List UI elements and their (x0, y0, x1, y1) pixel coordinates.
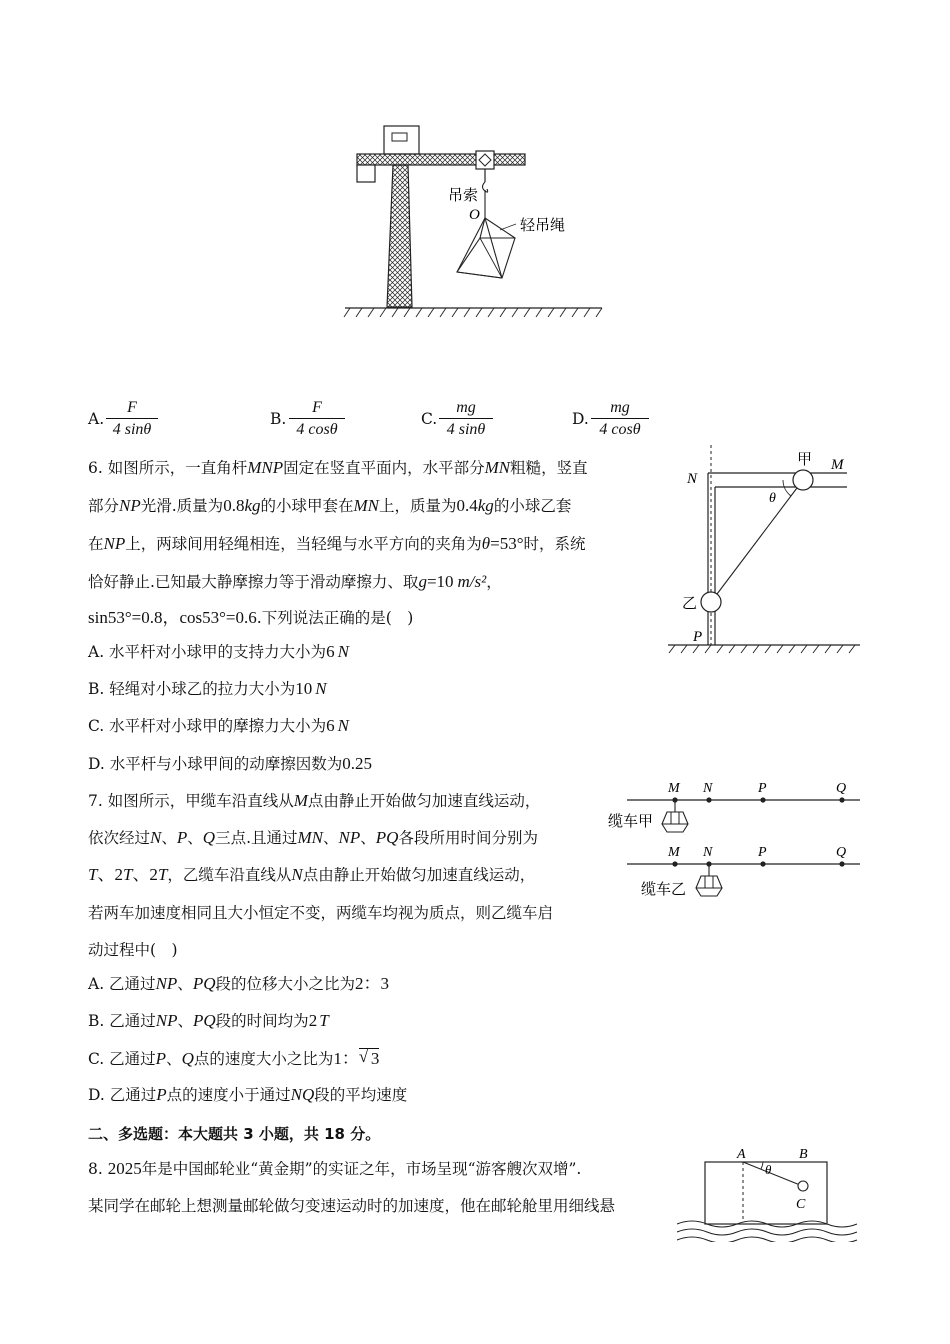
q7-opt-b-3: 、 (177, 1012, 193, 1030)
q7-l3-d: 、2 (132, 865, 158, 884)
q6-l2-e: kg (244, 496, 261, 515)
crane-label-light-rope: 轻吊绳 (520, 218, 566, 234)
q7-l2-k: 、 (360, 829, 376, 847)
q6-fig-yi: 乙 (682, 596, 698, 612)
q6-l1-c: 固定在竖直平面内，水平部分 (283, 459, 485, 477)
q8-fig-theta: θ (765, 1162, 772, 1177)
q6-l3-c: 上，两球间用轻绳相连，当轻绳与水平方向的夹角为 (125, 535, 482, 553)
q7-opt-d-4: NQ (290, 1085, 315, 1104)
q7-l3-c: T (122, 865, 133, 884)
crane-label-rope: 吊索 (448, 188, 479, 204)
q6-l1-b: MNP (247, 458, 284, 477)
q6-l3-e: =53° (490, 534, 524, 553)
q6-l1-e: 粗糙，竖直 (510, 459, 588, 477)
q7-opt-a-1: A. 乙通过 (88, 975, 156, 993)
q6-l2-b: NP (119, 496, 141, 515)
q6-option-a[interactable] (88, 642, 349, 662)
q5-option-c-label[interactable]: C. (421, 410, 438, 428)
q7-option-d[interactable] (88, 1085, 407, 1105)
q5-option-d-fraction[interactable] (591, 398, 649, 439)
q6-line-4 (88, 572, 502, 592)
q7-fig-car1: 缆车甲 (608, 814, 654, 830)
q6-line-3 (88, 534, 586, 554)
q7-opt-b-7: T (319, 1011, 329, 1030)
q6-l4-c: =10 (426, 572, 454, 591)
q5-option-a-num: F (127, 399, 137, 416)
q7-opt-a-6: 2：3 (355, 974, 389, 993)
q6-opt-a-text: A. 水平杆对小球甲的支持力大小为 (88, 643, 327, 661)
q8-fig-a: A (737, 1147, 746, 1162)
q7-fig-n1: N (703, 781, 713, 796)
q7-opt-d-3: 点的速度小于通过 (166, 1086, 291, 1104)
q6-opt-b-unit: N (315, 679, 327, 698)
q6-l2-h: 上，质量为 (379, 497, 457, 515)
q5-option-d-num: mg (610, 399, 630, 416)
q6-l3-a: 在 (88, 535, 104, 553)
q6-opt-c-text: C. 水平杆对小球甲的摩擦力大小为 (88, 717, 327, 735)
q7-l2-c: 、 (161, 829, 177, 847)
q6-fig-jia: 甲 (797, 452, 813, 468)
sqrt-icon: √ (358, 1047, 369, 1066)
q6-l2-d: 0.8 (223, 496, 245, 515)
q7-opt-b-5: 段的时间均为 (215, 1012, 309, 1030)
q8-figure (672, 1142, 864, 1242)
q7-line-4: 若两车加速度相同且大小恒定不变，两缆车均视为质点，则乙缆车启 (88, 904, 554, 922)
q6-l2-k: 的小球乙套 (493, 497, 572, 515)
q6-line-1 (88, 458, 588, 478)
q7-opt-b-2: NP (155, 1011, 178, 1030)
q6-opt-a-val: 6 (326, 642, 335, 661)
q7-l3-a: T (88, 865, 98, 884)
q8-fig-b: B (799, 1147, 808, 1162)
q6-fig-n: N (687, 471, 698, 487)
q8-l1-c: 年是中国邮轮业“黄金期”的实证之年，市场呈现“游客艘次双增”. (141, 1160, 582, 1178)
q8-l1-a: 8. (88, 1160, 108, 1178)
q7-opt-c-5: 点的速度大小之比为 (193, 1050, 334, 1068)
q7-opt-a-2: NP (155, 974, 178, 993)
q5-option-a-label[interactable]: A. (88, 410, 105, 428)
q6-opt-d-text: D. 水平杆与小球甲间的动摩擦因数为 (88, 755, 343, 773)
q7-fig-q2: Q (836, 845, 847, 860)
q7-l2-f: Q (202, 828, 216, 847)
q6-l2-g: MN (353, 496, 379, 515)
q7-fig-m1: M (668, 781, 680, 796)
q7-fig-n2: N (703, 845, 713, 860)
q6-fig-m: M (831, 457, 844, 473)
q7-opt-d-1: D. 乙通过 (88, 1086, 157, 1104)
q6-l3-f: 时，系统 (523, 535, 586, 553)
q6-l2-f: 的小球甲套在 (260, 497, 354, 515)
q7-fig-p2: P (758, 845, 767, 860)
q6-option-d[interactable] (88, 754, 372, 774)
q7-opt-c-2: P (155, 1049, 167, 1068)
q7-l3-e: T (157, 865, 168, 884)
q6-l5-b: .下列说法正确的是( ) (256, 609, 414, 627)
q7-line-2 (88, 828, 538, 848)
q6-fig-theta: θ (769, 491, 776, 506)
q7-opt-c-1: C. 乙通过 (88, 1050, 156, 1068)
q7-opt-b-1: B. 乙通过 (88, 1012, 156, 1030)
q8-l1-b: 2025 (107, 1159, 142, 1178)
q6-l2-a: 部分 (88, 497, 120, 515)
q7-figure (605, 772, 865, 912)
q5-option-b-num: F (312, 399, 322, 416)
q6-opt-b-text: B. 轻绳对小球乙的拉力大小为 (88, 680, 296, 698)
q7-line-1 (88, 791, 540, 811)
q7-fig-p1: P (758, 781, 767, 796)
q7-l1-b: M (293, 791, 308, 810)
q8-line-2: 某同学在邮轮上想测量邮轮做匀变速运动时的加速度，他在邮轮舱里用细线悬 (88, 1197, 616, 1215)
q6-opt-d-val: 0.25 (342, 754, 372, 773)
q7-option-c[interactable] (88, 1049, 379, 1069)
q8-line-1 (88, 1159, 581, 1179)
q6-l4-a: 恰好静止.已知最大静摩擦力等于滑动摩擦力、取 (88, 573, 419, 591)
q7-opt-c-4: Q (181, 1049, 194, 1068)
q7-l3-b: 、2 (97, 865, 123, 884)
q5-option-d-label[interactable]: D. (572, 410, 589, 428)
q5-option-b-fraction[interactable] (289, 398, 345, 439)
q7-option-b[interactable] (88, 1011, 329, 1031)
q7-l2-g: 三点.且通过 (215, 829, 298, 847)
q7-option-a[interactable] (88, 974, 389, 994)
q6-l3-d: θ (481, 534, 491, 553)
q7-opt-b-6: 2 (308, 1011, 318, 1030)
section-2-heading: 二、多选题：本大题共 3 小题，共 18 分。 (88, 1125, 381, 1143)
q7-opt-c-7: 3 (370, 1049, 380, 1068)
q7-fig-q1: Q (836, 781, 847, 796)
q5-option-b-label[interactable]: B. (270, 410, 287, 428)
q6-l2-i: 0.4 (456, 496, 478, 515)
q6-l2-c: 光滑.质量为 (140, 497, 224, 515)
q6-l4-d: m/s² (457, 572, 487, 591)
q6-l3-b: NP (103, 534, 126, 553)
q7-l2-d: P (176, 828, 188, 847)
q7-opt-a-4: PQ (192, 974, 216, 993)
q7-l2-l: PQ (375, 828, 399, 847)
q5-option-b-den: 4 cosθ (296, 421, 338, 438)
q7-l2-h: MN (297, 828, 323, 847)
q7-l2-i: 、 (323, 829, 339, 847)
q6-l1-a: 6. 如图所示，一直角杆 (88, 459, 248, 477)
q6-line-5 (88, 608, 413, 628)
q6-l2-j: kg (477, 496, 494, 515)
q6-option-c[interactable] (88, 716, 349, 736)
q7-opt-d-5: 段的平均速度 (314, 1086, 408, 1104)
q7-line-3 (88, 865, 535, 885)
q5-option-a-fraction[interactable] (106, 398, 158, 439)
q7-opt-c-3: 、 (166, 1050, 182, 1068)
q7-l2-e: 、 (187, 829, 203, 847)
q6-opt-c-val: 6 (326, 716, 335, 735)
q7-l2-m: 各段所用时间分别为 (398, 829, 538, 847)
q7-opt-c-sqrt (359, 1048, 380, 1068)
crane-label-o: O (469, 207, 480, 223)
q7-opt-c-6: 1： (333, 1049, 359, 1068)
q7-l2-a: 依次经过 (88, 829, 151, 847)
q7-opt-a-5: 段的位移大小之比为 (215, 975, 355, 993)
q7-line-5: 动过程中( ) (88, 941, 178, 959)
q5-option-c-num: mg (456, 399, 476, 416)
q6-l1-d: MN (484, 458, 511, 477)
q5-option-a-den: 4 sinθ (112, 421, 152, 438)
q5-option-c-fraction[interactable] (439, 398, 493, 439)
crane-figure (340, 120, 610, 325)
q6-opt-a-unit: N (337, 642, 349, 661)
q7-l1-a: 7. 如图所示，甲缆车沿直线从 (88, 792, 294, 810)
q6-fig-p: P (693, 629, 703, 645)
q7-fig-m2: M (668, 845, 680, 860)
q6-l4-b: g (418, 572, 427, 591)
q5-option-c-den: 4 sinθ (446, 421, 486, 438)
q6-opt-c-unit: N (337, 716, 350, 735)
q5-option-d-den: 4 cosθ (599, 421, 641, 438)
q7-l3-h: 点由静止开始做匀加速直线运动， (302, 866, 536, 884)
q7-l3-g: N (291, 865, 303, 884)
q7-opt-d-2: P (156, 1085, 167, 1104)
q7-fig-car2: 缆车乙 (641, 882, 687, 898)
q7-l1-c: 点由静止开始做匀加速直线运动， (307, 792, 541, 810)
q6-line-2 (88, 496, 571, 516)
q8-fig-c: C (796, 1197, 806, 1212)
q7-l2-b: N (150, 828, 162, 847)
q6-option-b[interactable] (88, 679, 327, 699)
q7-opt-a-3: 、 (177, 975, 193, 993)
q7-l2-j: NP (338, 828, 361, 847)
q7-opt-b-4: PQ (193, 1011, 216, 1030)
q6-l4-e: ， (486, 573, 502, 591)
q6-l5-a: sin53°=0.8，cos53°=0.6 (88, 608, 257, 627)
q6-figure (665, 445, 865, 657)
q6-opt-b-val: 10 (295, 679, 313, 698)
q7-l3-f: ，乙缆车沿直线从 (167, 866, 292, 884)
